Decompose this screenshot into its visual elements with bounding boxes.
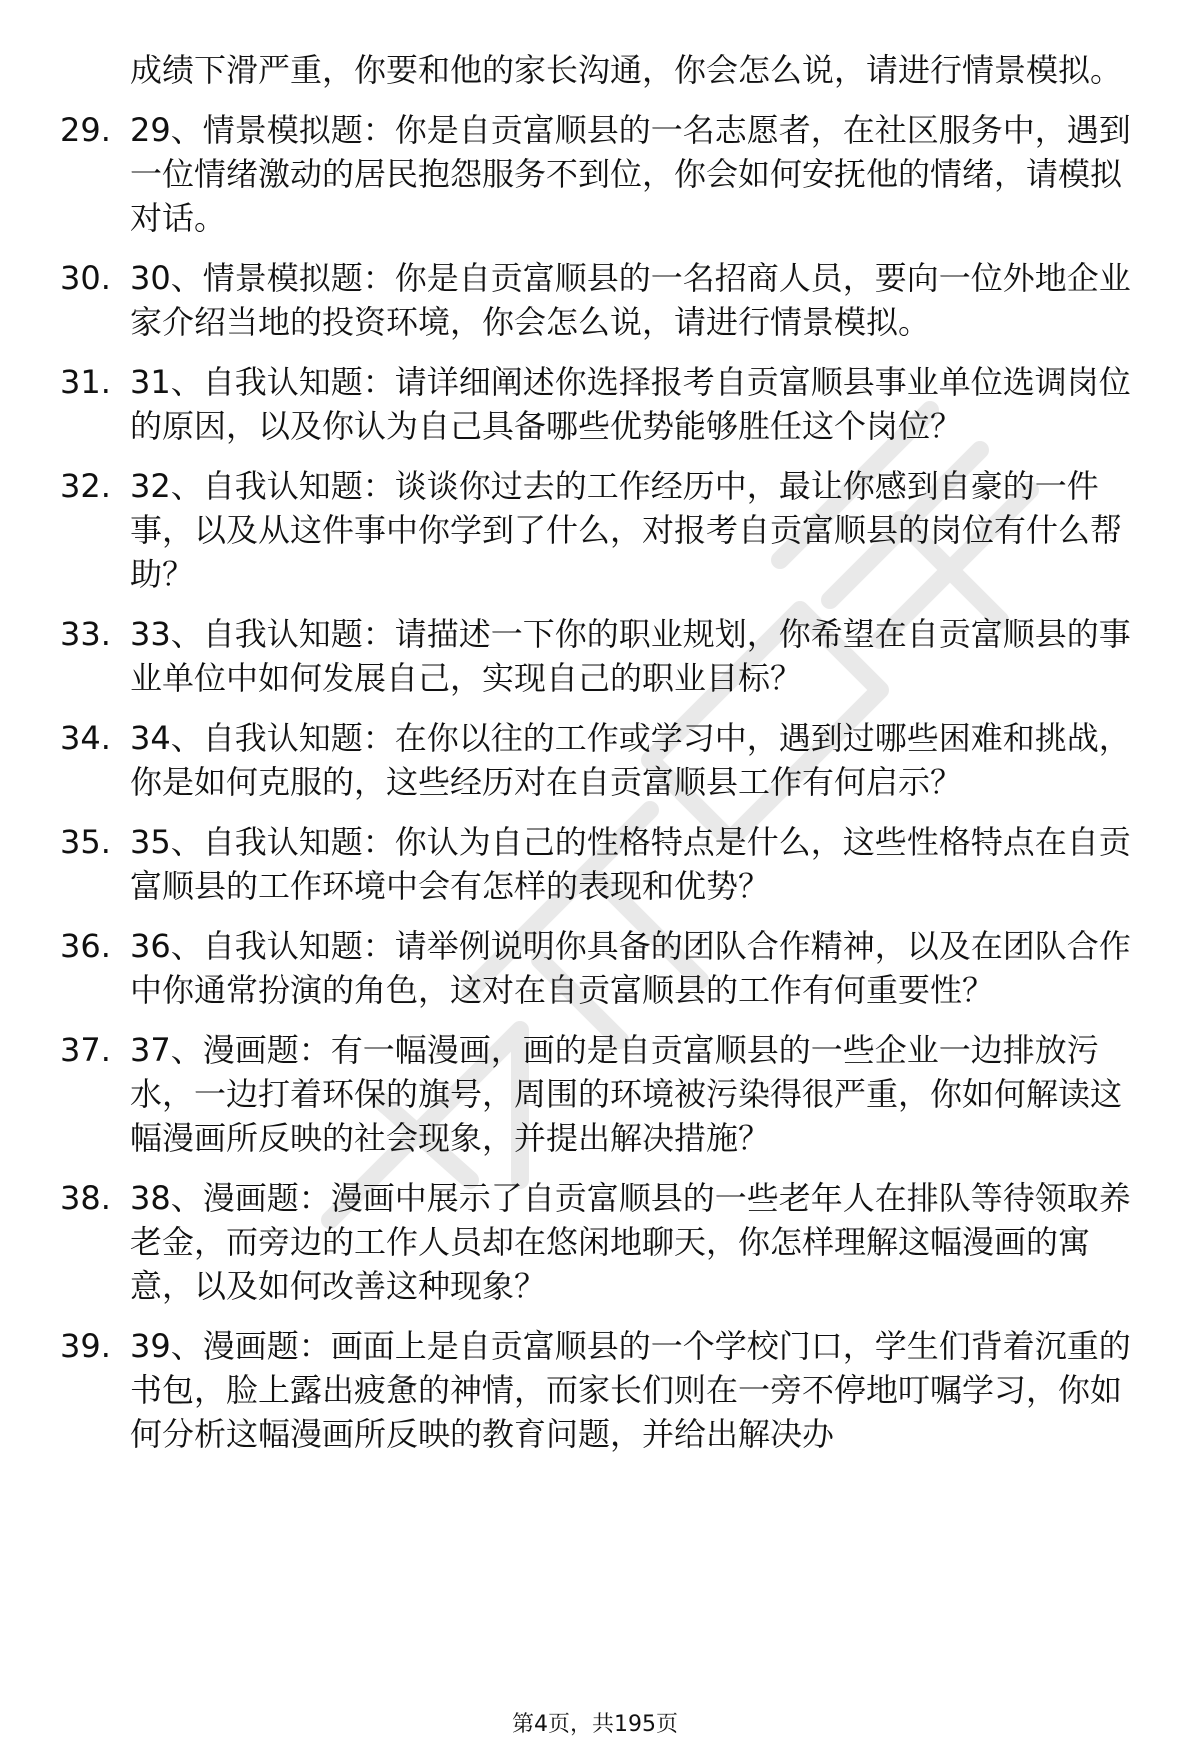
item-text: 39、漫画题：画面上是自贡富顺县的一个学校门口，学生们背着沉重的书包，脸上露出疲惫的神情，而家长们则在一旁不停地叮嘱学习，你如何分析这幅漫画所反映的教育问题，并给出解决办 (130, 1327, 1131, 1453)
lead-text: 成绩下滑严重，你要和他的家长沟通，你会怎么说，请进行情景模拟。 (130, 51, 1123, 89)
list-item (60, 108, 1150, 240)
item-number: 31. (60, 363, 111, 401)
item-text: 31、自我认知题：请详细阐述你选择报考自贡富顺县事业单位选调岗位的原因，以及你认为自己具备哪些优势能够胜任这个岗位？ (130, 363, 1131, 445)
item-number: 36. (60, 927, 111, 965)
list-item (60, 1028, 1150, 1160)
list-item (60, 1324, 1150, 1456)
item-number: 34. (60, 719, 111, 757)
item-number: 29. (60, 111, 111, 149)
list-item (60, 1176, 1150, 1308)
item-number: 33. (60, 615, 111, 653)
list-item (60, 820, 1150, 908)
item-number: 30. (60, 259, 111, 297)
item-text: 38、漫画题：漫画中展示了自贡富顺县的一些老年人在排队等待领取养老金，而旁边的工作人员却在悠闲地聊天，你怎样理解这幅漫画的寓意，以及如何改善这种现象？ (130, 1179, 1131, 1305)
question-list (60, 48, 1150, 1472)
item-text: 37、漫画题：有一幅漫画，画的是自贡富顺县的一些企业一边排放污水，一边打着环保的旗号，周围的环境被污染得很严重，你如何解读这幅漫画所反映的社会现象，并提出解决措施？ (130, 1031, 1123, 1157)
item-text: 30、情景模拟题：你是自贡富顺县的一名招商人员，要向一位外地企业家介绍当地的投资环境，你会怎么说，请进行情景模拟。 (130, 259, 1131, 341)
item-text: 32、自我认知题：谈谈你过去的工作经历中，最让你感到自豪的一件事，以及从这件事中你学到了什么，对报考自贡富顺县的岗位有什么帮助？ (130, 467, 1123, 593)
page-footer: 第4页，共195页 (512, 1712, 678, 1737)
item-number: 32. (60, 467, 111, 505)
lead-paragraph (60, 48, 1150, 92)
item-text: 33、自我认知题：请描述一下你的职业规划，你希望在自贡富顺县的事业单位中如何发展自己，实现自己的职业目标？ (130, 615, 1131, 697)
item-text: 29、情景模拟题：你是自贡富顺县的一名志愿者，在社区服务中，遇到一位情绪激动的居民抱怨服务不到位，你会如何安抚他的情绪，请模拟对话。 (130, 111, 1131, 237)
list-item (60, 256, 1150, 344)
list-item (60, 612, 1150, 700)
list-item (60, 464, 1150, 596)
item-number: 35. (60, 823, 111, 861)
list-item (60, 716, 1150, 804)
list-item (60, 924, 1150, 1012)
item-number: 37. (60, 1031, 111, 1069)
item-number: 39. (60, 1327, 111, 1365)
item-text: 35、自我认知题：你认为自己的性格特点是什么，这些性格特点在自贡富顺县的工作环境中会有怎样的表现和优势？ (130, 823, 1131, 905)
list-item (60, 360, 1150, 448)
item-number: 38. (60, 1179, 111, 1217)
item-text: 34、自我认知题：在你以往的工作或学习中，遇到过哪些困难和挑战，你是如何克服的，这些经历对在自贡富顺县工作有何启示？ (130, 719, 1131, 801)
item-text: 36、自我认知题：请举例说明你具备的团队合作精神，以及在团队合作中你通常扮演的角色，这对在自贡富顺县的工作有何重要性？ (130, 927, 1131, 1009)
